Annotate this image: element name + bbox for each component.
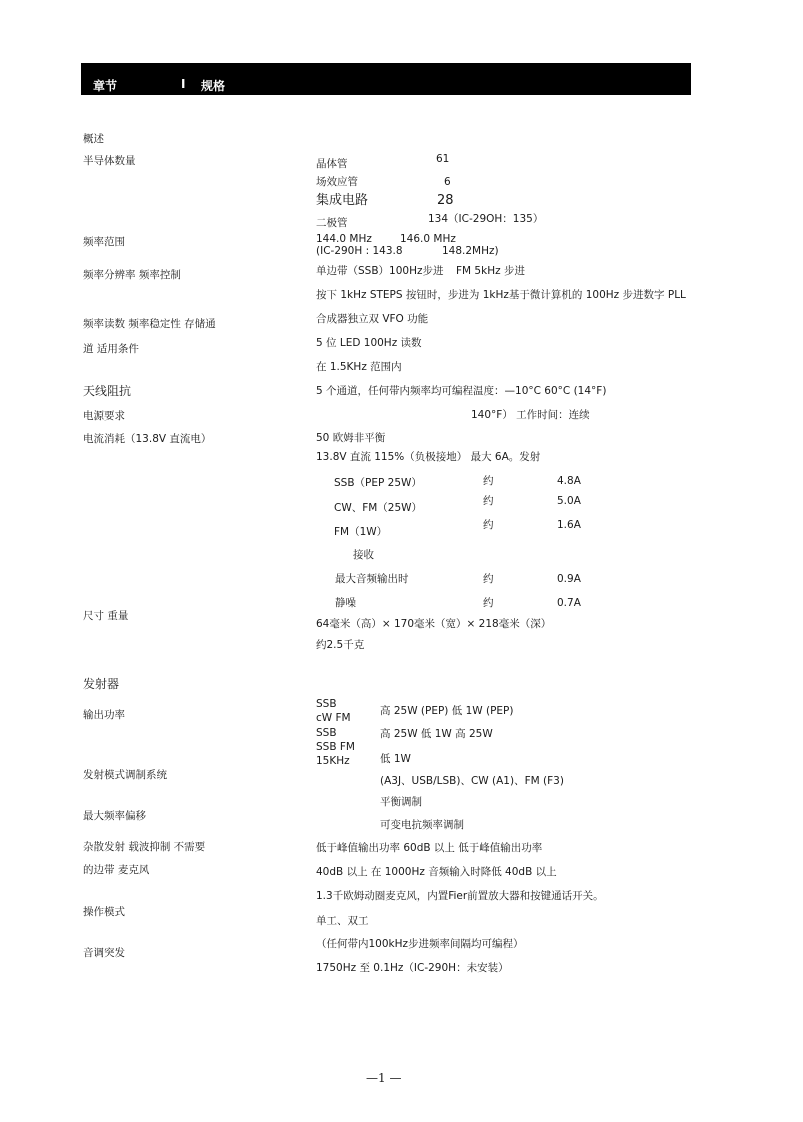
label-tone-burst: 音调突发	[83, 947, 125, 959]
ssb-step-text: 单边带（SSB）100Hz步进	[316, 265, 444, 277]
current-row-approx: 约	[483, 495, 494, 507]
tx-mode-1: SSB	[316, 698, 337, 710]
steps-description: 按下 1kHz STEPS 按钮时，步进为 1kHz基于微计算机的 100Hz 步进数字 PLL	[316, 289, 686, 301]
label-antenna: 天线阻抗	[83, 384, 132, 398]
transistor-label: 晶体管	[316, 158, 348, 170]
chapter-title: 规格	[201, 79, 226, 93]
tx-mode-2: cW FM	[316, 712, 351, 724]
tx-mode-4: SSB FM	[316, 741, 355, 753]
label-spurious: 杂散发射 载波抑制 不需要	[83, 841, 206, 853]
tx-suppression-text: 40dB 以上 在 1000Hz 音频输入时降低 40dB 以上	[316, 866, 557, 878]
label-sideband-mic: 的边带 麦克风	[83, 864, 150, 876]
current-row-label: 接收	[353, 549, 374, 561]
current-row-label: SSB（PEP 25W）	[334, 477, 422, 489]
current-row-value: 0.7A	[557, 597, 581, 609]
label-overview: 概述	[83, 133, 104, 145]
current-row-approx: 约	[483, 573, 494, 585]
synth-text: 合成器独立双 VFO 功能	[316, 313, 429, 325]
tx-power-low: 低 1W	[380, 753, 411, 765]
current-row-label: 静噪	[335, 597, 356, 609]
label-max-deviation: 最大频率偏移	[83, 810, 146, 822]
channels-temp-text: 5 个通道，任何带内频率均可编程温度：—10°C 60°C (14°F)	[316, 385, 607, 397]
current-row-label: 最大音频输出时	[335, 573, 409, 585]
label-semiconductors: 半导体数量	[83, 155, 136, 167]
current-row-label: CW、FM（25W）	[334, 502, 423, 514]
tx-spurious-text: 低于峰值输出功率 60dB 以上 低于峰值输出功率	[316, 842, 543, 854]
tx-emission-modes: (A3J、USB/LSB)、CW (A1)、FM (F3)	[380, 775, 564, 787]
label-freq-readout: 频率读数 频率稳定性 存储通	[83, 318, 216, 330]
label-power-req: 电源要求	[83, 410, 125, 422]
tx-power-line-2: 高 25W 低 1W 高 25W	[380, 728, 493, 740]
label-freq-resolution: 频率分辨率 频率控制	[83, 269, 181, 281]
freq-range-alt-high: 148.2MHz)	[442, 245, 499, 257]
ic-label: 集成电路	[316, 193, 369, 208]
current-row-label: FM（1W）	[334, 526, 388, 538]
tx-op-mode-text: 单工、双工	[316, 915, 369, 927]
label-transmitter: 发射器	[83, 677, 120, 691]
tx-op-mode-note: （任何带内100kHz步进频率间隔均可编程）	[316, 938, 524, 950]
ic-value: 28	[437, 193, 454, 208]
impedance-text: 50 欧姆非平衡	[316, 432, 386, 444]
diode-label: 二极管	[316, 217, 348, 229]
fm-step-text: FM 5kHz 步进	[456, 265, 525, 277]
freq-range-low: 144.0 MHz	[316, 233, 372, 245]
current-row-value: 0.9A	[557, 573, 581, 585]
tx-mode-3: SSB	[316, 727, 337, 739]
led-readout-text: 5 位 LED 100Hz 读数	[316, 337, 422, 349]
label-op-mode: 操作模式	[83, 906, 125, 918]
transistor-value: 61	[436, 153, 450, 165]
dc-supply-text: 13.8V 直流 115%（负极接地） 最大 6A。发射	[316, 451, 541, 463]
page-number: —1 —	[366, 1071, 402, 1085]
tx-reactance-modulation: 可变电抗频率调制	[380, 819, 464, 831]
freq-range-alt-low: (IC-290H : 143.8	[316, 245, 403, 257]
tx-power-line-1: 高 25W (PEP) 低 1W (PEP)	[380, 705, 514, 717]
label-modulation: 发射模式调制系统	[83, 769, 167, 781]
diode-value: 134（IC-29OH：135）	[428, 213, 544, 225]
freq-range-high: 146.0 MHz	[400, 233, 456, 245]
current-row-value: 1.6A	[557, 519, 581, 531]
tx-tone-text: 1750Hz 至 0.1Hz（IC-290H：未安装）	[316, 962, 509, 974]
current-row-approx: 约	[483, 475, 494, 487]
tx-mic-text: 1.3千欧姆动圈麦克风，内置Fier前置放大器和按键通话开关。	[316, 890, 604, 902]
chapter-label: 章节	[93, 79, 118, 93]
dimensions-size: 64毫米（高）× 170毫米（宽）× 218毫米（深）	[316, 618, 552, 630]
label-current: 电流消耗（13.8V 直流电）	[83, 433, 212, 445]
current-row-value: 5.0A	[557, 495, 581, 507]
chapter-header-bar	[81, 63, 691, 95]
dimensions-weight: 约2.5千克	[316, 639, 365, 651]
tx-mode-5: 15KHz	[316, 755, 350, 767]
tx-balanced-modulation: 平衡调制	[380, 796, 422, 808]
fet-value: 6	[444, 176, 451, 188]
current-row-value: 4.8A	[557, 475, 581, 487]
fet-label: 场效应管	[316, 176, 358, 188]
current-row-approx: 约	[483, 597, 494, 609]
label-channels-conditions: 道 适用条件	[83, 343, 139, 355]
label-freq-range: 频率范围	[83, 236, 125, 248]
stability-range-text: 在 1.5KHz 范围内	[316, 361, 402, 373]
label-output-power: 输出功率	[83, 709, 125, 721]
chapter-separator: I	[181, 77, 186, 91]
label-dimensions: 尺寸 重量	[83, 610, 129, 622]
temp-duty-text: 140°F） 工作时间：连续	[471, 409, 590, 421]
current-row-approx: 约	[483, 519, 494, 531]
